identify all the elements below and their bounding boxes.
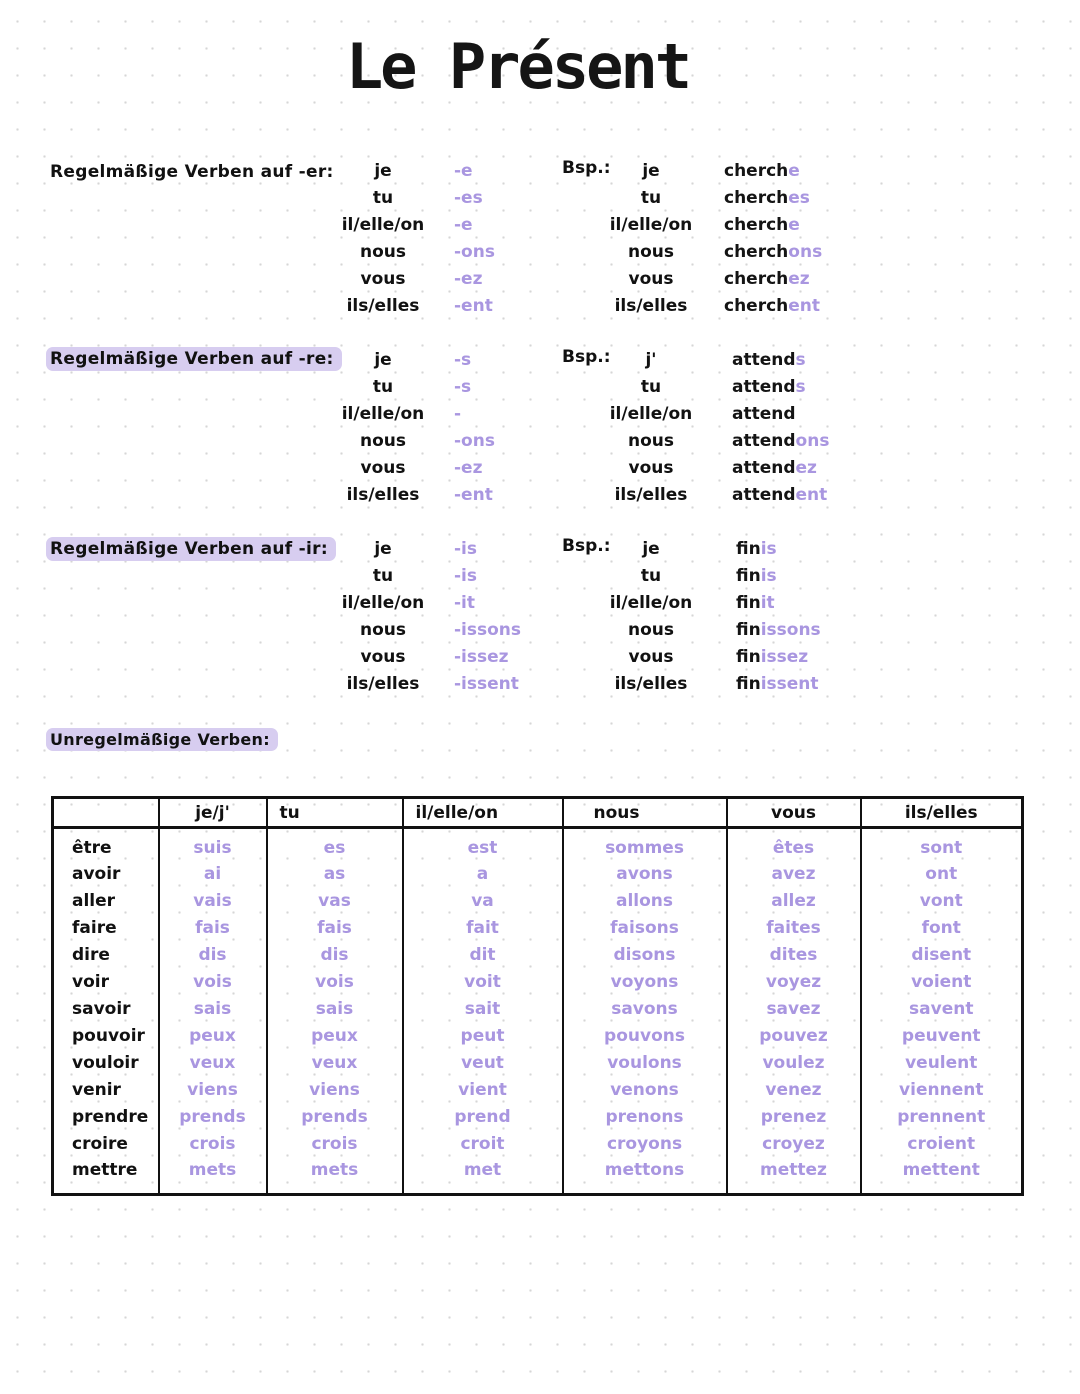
- example-pronoun: je: [642, 539, 660, 559]
- table-row: avoir ai as a avons avez ont: [53, 861, 1023, 888]
- irregular-verbs-table: [51, 796, 1024, 1196]
- example-verb: attendent: [732, 485, 828, 505]
- header-il-elle-on: il/elle/on: [403, 798, 563, 828]
- ending: -ez: [454, 269, 483, 289]
- example-verb: finissent: [736, 674, 819, 694]
- example-verb: cherchez: [724, 269, 810, 289]
- ending: -ez: [454, 458, 483, 478]
- example-pronoun: tu: [640, 377, 662, 397]
- conjugation-ir: [338, 536, 898, 706]
- example-verb: attendons: [732, 431, 830, 451]
- ending: -s: [454, 350, 472, 370]
- table-row: faire fais fais fait faisons faites font: [53, 915, 1023, 942]
- ending: -it: [454, 593, 476, 613]
- ending: -ons: [454, 431, 495, 451]
- ending: -issent: [454, 674, 519, 694]
- example-label-re: Bsp.:: [562, 347, 611, 367]
- ending: -is: [454, 539, 478, 559]
- example-label-er: Bsp.:: [562, 158, 611, 178]
- table-row: prendre prends prends prend prenons prenez prennent: [53, 1104, 1023, 1131]
- ending: -ent: [454, 296, 493, 316]
- example-verb: attend: [732, 404, 796, 424]
- header-tu: tu: [267, 798, 403, 828]
- heading-er: Regelmäßige Verben auf -er:: [50, 162, 334, 182]
- heading-ir: Regelmäßige Verben auf -ir:: [46, 537, 336, 561]
- pronoun: il/elle/on: [341, 593, 425, 613]
- pronoun: tu: [372, 188, 394, 208]
- conjugation-er: [338, 158, 898, 328]
- example-verb: finissons: [736, 620, 821, 640]
- conjugation-re: [338, 347, 898, 517]
- heading-irregular: Unregelmäßige Verben:: [46, 728, 278, 751]
- example-verb: finissez: [736, 647, 809, 667]
- pronoun: je: [374, 539, 392, 559]
- ending: -e: [454, 161, 473, 181]
- pronoun: ils/elles: [346, 296, 420, 316]
- pronoun: nous: [359, 242, 406, 262]
- example-pronoun: vous: [628, 269, 674, 289]
- pronoun: vous: [360, 458, 406, 478]
- table-header-row: [53, 798, 1023, 828]
- pronoun: il/elle/on: [341, 215, 425, 235]
- pronoun: je: [374, 350, 392, 370]
- table-row: croire crois crois croit croyons croyez croient: [53, 1131, 1023, 1158]
- pronoun: ils/elles: [346, 485, 420, 505]
- example-verb: cherchons: [724, 242, 823, 262]
- example-pronoun: nous: [627, 620, 674, 640]
- example-pronoun: ils/elles: [614, 485, 688, 505]
- ending: -s: [454, 377, 472, 397]
- pronoun: tu: [372, 566, 394, 586]
- pronoun: il/elle/on: [341, 404, 425, 424]
- example-pronoun: nous: [627, 431, 674, 451]
- table-row: venir viens viens vient venons venez viennent: [53, 1077, 1023, 1104]
- table-row: dire dis dis dit disons dites disent: [53, 942, 1023, 969]
- header-je: je/j': [159, 798, 267, 828]
- example-verb: attendez: [732, 458, 817, 478]
- ending: -: [454, 404, 462, 424]
- example-verb: cherche: [724, 161, 800, 181]
- example-pronoun: tu: [640, 188, 662, 208]
- example-pronoun: vous: [628, 647, 674, 667]
- ending: -ent: [454, 485, 493, 505]
- table-row: voir vois vois voit voyons voyez voient: [53, 969, 1023, 996]
- pronoun: je: [374, 161, 392, 181]
- example-pronoun: vous: [628, 458, 674, 478]
- pronoun: nous: [359, 431, 406, 451]
- example-verb: attends: [732, 377, 806, 397]
- header-vous: vous: [727, 798, 861, 828]
- header-ils-elles: ils/elles: [861, 798, 1023, 828]
- ending: -e: [454, 215, 473, 235]
- example-pronoun: ils/elles: [614, 674, 688, 694]
- table-row: aller vais vas va allons allez vont: [53, 888, 1023, 915]
- example-pronoun: il/elle/on: [609, 215, 693, 235]
- pronoun: tu: [372, 377, 394, 397]
- example-pronoun: tu: [640, 566, 662, 586]
- header-nous: nous: [563, 798, 727, 828]
- ending: -issons: [454, 620, 522, 640]
- pronoun: ils/elles: [346, 674, 420, 694]
- example-verb: cherchent: [724, 296, 821, 316]
- pronoun: vous: [360, 269, 406, 289]
- example-verb: finis: [736, 566, 777, 586]
- table-row: être suis es est sommes êtes sont: [53, 828, 1023, 861]
- ending: -issez: [454, 647, 509, 667]
- example-verb: attends: [732, 350, 806, 370]
- header-verb: [53, 798, 159, 828]
- table-row: savoir sais sais sait savons savez savent: [53, 996, 1023, 1023]
- ending: -is: [454, 566, 478, 586]
- table-row: vouloir veux veux veut voulons voulez veulent: [53, 1050, 1023, 1077]
- example-pronoun: j': [645, 350, 657, 370]
- example-verb: finit: [736, 593, 775, 613]
- heading-re: Regelmäßige Verben auf -re:: [46, 347, 342, 371]
- example-verb: cherches: [724, 188, 810, 208]
- table-row: pouvoir peux peux peut pouvons pouvez peuvent: [53, 1023, 1023, 1050]
- example-pronoun: il/elle/on: [609, 404, 693, 424]
- example-pronoun: ils/elles: [614, 296, 688, 316]
- example-pronoun: je: [642, 161, 660, 181]
- ending: -es: [454, 188, 483, 208]
- example-label-ir: Bsp.:: [562, 536, 611, 556]
- example-pronoun: il/elle/on: [609, 593, 693, 613]
- example-pronoun: nous: [627, 242, 674, 262]
- pronoun: vous: [360, 647, 406, 667]
- table-row: mettre mets mets met mettons mettez mettent: [53, 1158, 1023, 1195]
- example-verb: finis: [736, 539, 777, 559]
- pronoun: nous: [359, 620, 406, 640]
- ending: -ons: [454, 242, 495, 262]
- page-title: Le Présent: [345, 30, 690, 103]
- example-verb: cherche: [724, 215, 800, 235]
